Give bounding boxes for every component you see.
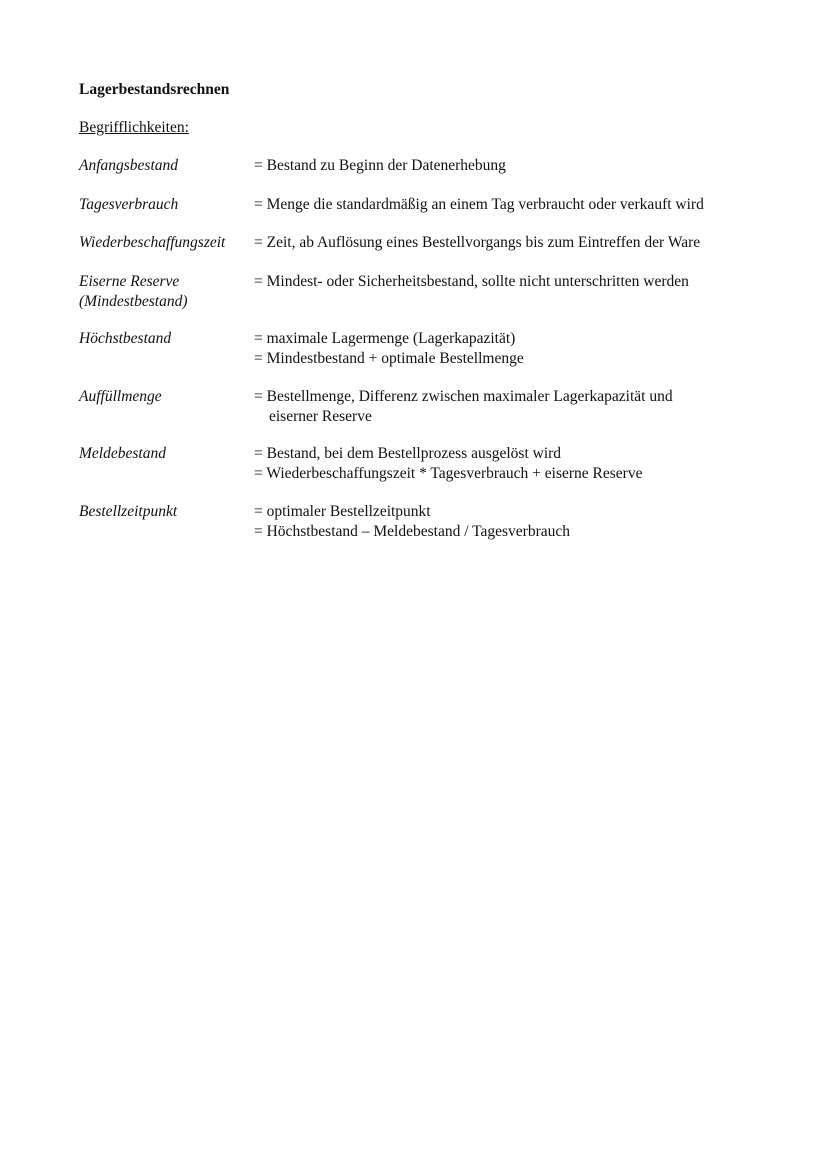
definition-text: = Bestand zu Beginn der Datenerhebung [254,157,506,174]
definition-text: = Menge die standardmäßig an einem Tag verbraucht oder verkauft wird [254,196,704,213]
term-label: Tagesverbrauch [79,196,179,213]
term-label: Eiserne Reserve (Mindestbestand) [79,273,188,310]
definition-text: = optimaler Bestellzeitpunkt = Höchstbestand – Meldebestand / Tagesverbrauch [254,503,570,540]
term-label: Auffüllmenge [79,388,162,405]
definition-text: = maximale Lagermenge (Lagerkapazität) = Mindestbestand + optimale Bestellmenge [254,330,524,367]
term-label: Höchstbestand [79,330,172,347]
term-label: Anfangsbestand [79,157,179,174]
term-label: Meldebestand [79,445,166,462]
definition-text: = Bestand, bei dem Bestellprozess ausgelöst wird = Wiederbeschaffungszeit * Tagesverbrauch + eiserne Reserve [254,445,643,482]
term-label: Wiederbeschaffungszeit [79,234,226,251]
definition-text: = Bestellmenge, Differenz zwischen maximaler Lagerkapazität und eiserner Reserve [254,388,673,425]
term-label: Bestellzeitpunkt [79,503,178,520]
section-heading: Begrifflichkeiten: [79,119,189,136]
definition-text: = Zeit, ab Auflösung eines Bestellvorgangs bis zum Eintreffen der Ware [254,234,701,251]
definition-text: = Mindest- oder Sicherheitsbestand, sollte nicht unterschritten werden [254,273,689,290]
document-title: Lagerbestandsrechnen [79,81,230,98]
